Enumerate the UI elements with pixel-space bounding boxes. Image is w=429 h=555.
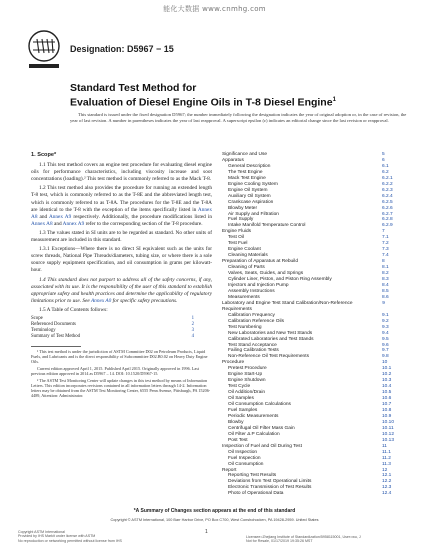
toc-row-name: Engine Oil System <box>228 187 268 193</box>
toc-row-name: Cleaning Materials <box>228 253 268 259</box>
toc-row-name: Engine Start-Up <box>228 372 263 378</box>
toc-row-name: Calibration Frequency <box>228 312 275 318</box>
toc-row-name: Reporting Test Results <box>228 473 277 479</box>
toc-row-num: 9.5 <box>382 336 389 342</box>
toc-row-num: 7.3 <box>382 247 389 253</box>
toc-row-num: 8.4 <box>382 282 389 288</box>
toc-row-num: 6.1 <box>382 163 389 169</box>
toc-row-num: 10.1 <box>382 366 392 372</box>
toc-row-num: 6.2 <box>382 169 389 175</box>
toc-row-num: 10.5 <box>382 390 392 396</box>
toc-row-name: Injectors and Injection Pump <box>228 282 289 288</box>
toc-row-num: 9.3 <box>382 324 389 330</box>
toc-row-num: 11.3 <box>382 461 391 467</box>
paragraph-1-3: 1.3 The values stated in SI units are to be regarded as standard. No other units of measurement are included in this standard. <box>31 229 212 244</box>
p5-text-b: for specific safety precautions. <box>111 297 178 304</box>
toc-row-name: Oil Inspection <box>228 449 258 455</box>
toc-row-num: 11 <box>382 443 387 449</box>
toc-row-num: 7 <box>382 229 385 235</box>
p5-text: 1.4 This standard does not purport to address all of the safety concerns, if any, associated with its use. It is the responsibility of the user of this standard to establish appropriate safety and health practices and determine the applicability of regulatory limitations prior to use. See <box>31 276 212 304</box>
footnote-1-edition: Current edition approved April 1, 2015. Published April 2015. Originally approved in 1996. Last previous edition approved in 2014 as D5967 – 14. DOI: 10.1520/D5967-15. <box>31 366 200 377</box>
toc-row-name: Oil Filter Δ P Calculation <box>228 431 280 437</box>
toc-row-num: 8.5 <box>382 288 389 294</box>
toc-row-num: 10.9 <box>382 413 392 419</box>
annex-a8-link[interactable]: Annex A8 <box>31 206 212 220</box>
toc-row-name: Test Fuel <box>228 241 248 247</box>
toc-row-name: Test Stand Acceptance <box>228 342 277 348</box>
toc-row-name: Periodic Measurements <box>228 413 279 419</box>
toc-row-num: 6.2.7 <box>382 211 393 217</box>
toc-small-row[interactable] <box>31 334 212 340</box>
toc-row-num: 9.7 <box>382 348 389 354</box>
annex-a9-link[interactable]: Annex A9 <box>48 213 72 220</box>
toc-row-name: Apparatus <box>222 157 244 163</box>
toc-row-num: 12.4 <box>382 491 392 497</box>
toc-row-name: Blowby <box>228 419 244 425</box>
title-footnote-ref: 1 <box>332 97 336 103</box>
toc-row-name: Air Supply and Filtration <box>228 211 279 217</box>
toc-row-num: 10.4 <box>382 384 392 390</box>
toc-small-name: Terminology <box>31 327 56 333</box>
copyright-line: Copyright © ASTM International, 100 Barr Harbor Drive, PO Box C700, West Conshohocken, PA 19428-2959. United States <box>110 518 319 522</box>
toc-row-num: 10.2 <box>382 372 392 378</box>
p2-text-c: and <box>52 220 63 227</box>
toc-row-name: Centrifugal Oil Filter Mass Gain <box>228 425 295 431</box>
toc-row-name: Test Cycle <box>228 384 251 390</box>
toc-row-num: 8 <box>382 259 385 265</box>
toc-row-num: 6 <box>382 157 385 163</box>
toc-row-num: 6.2.5 <box>382 199 393 205</box>
toc-row-name: Blowby Meter <box>228 205 258 211</box>
toc-row-num: 12.2 <box>382 479 392 485</box>
paragraph-1-1: 1.1 This test method covers an engine test procedure for evaluating diesel engine oils for performance characteristics, including viscosity increase and soot concentrations (loading).² This test method is commonly referred to as the Mack T-8. <box>31 162 212 183</box>
watermark-text: 能化大数据 www.cnmhg.com <box>163 5 266 13</box>
toc-row-name: Fuel Inspection <box>228 455 261 461</box>
toc-row-num: 9.2 <box>382 318 389 324</box>
toc-row-name: Calibrated Laboratories and Test Stands <box>228 336 314 342</box>
toc-row-name: Fuel Supply <box>228 217 254 223</box>
toc-row-name: Significance and Use <box>222 152 268 157</box>
toc-row-name: Measurements <box>228 294 260 300</box>
toc-row-name: Oil Addition/Drain <box>228 390 266 396</box>
paragraph-1-3-1: 1.3.1 Exceptions—Where there is no direct SI equivalent such as the units for screw threads, National Pipe Threads/diameters, tubing size, or where there is a sole source supply equipment specification, and oil consumption in grams per kilowatt-hour. <box>31 246 212 274</box>
footnote-divider <box>31 346 81 347</box>
toc-small <box>31 316 212 340</box>
designation: Designation: D5967 − 15 <box>70 44 174 54</box>
toc-row-name: Preparation of Apparatus at Rebuild <box>222 259 299 265</box>
toc-row-num: 8.6 <box>382 294 389 300</box>
toc-row-num: 10.11 <box>382 425 394 431</box>
toc-row-num: 10.6 <box>382 396 392 402</box>
toc-row-name: Engine Coolant <box>228 247 261 253</box>
page-number: 1 <box>205 529 208 535</box>
paragraph-1-5: 1.5 A Table of Contents follows: <box>39 306 108 313</box>
toc-row-num: 9 <box>382 300 385 306</box>
toc-row-name: Cleaning of Parts <box>228 265 265 271</box>
toc-row-num: 7.1 <box>382 235 389 241</box>
paragraph-1-2 <box>31 185 212 228</box>
toc-row-num: 9.4 <box>382 330 389 336</box>
toc-row-num: 7.4 <box>382 253 389 259</box>
toc-row-name: Report <box>222 467 237 473</box>
p2-text-a: 1.2 This test method also provides the procedure for running an extended length T-8 test, which is commonly referred to as the T-8E and the abbreviated length test, which is commonly referred to as T-8A. The procedures for the T-8E and the T-8A are identical to the T-8 with the exception of the items specifically listed in <box>31 185 212 213</box>
toc-row-name: The Test Engine <box>228 169 263 175</box>
toc-row-num: 12.3 <box>382 485 392 491</box>
toc-row-name: Photo of Operational Data <box>228 491 284 497</box>
toc-row-num: 7.2 <box>382 241 389 247</box>
toc-row-num: 10.8 <box>382 407 392 413</box>
toc-row-name: Laboratory and Engine Test Stand Calibration/Non-Reference Requirements <box>222 300 353 312</box>
p2-text-and: and <box>37 213 49 220</box>
toc-row-num: 6.2.3 <box>382 187 393 193</box>
toc-row-name: Oil Consumption <box>228 461 264 467</box>
summary-of-changes-note: *A Summary of Changes section appears at the end of this standard <box>133 508 296 514</box>
toc-row-name: Calibration Reference Oils <box>228 318 284 324</box>
toc-row-num: 6.2.1 <box>382 175 393 181</box>
footnote-1: ¹ This test method is under the jurisdiction of ASTM Committee D02 on Petroleum Products, Liquid Fuels, and Lubricants and is the direct responsibility of Subcommittee D02.B0.02 on Heavy Duty Engine Oils. <box>31 349 208 365</box>
toc-row-name: Electronic Transmission of Test Results <box>228 485 312 491</box>
toc-row[interactable] <box>222 301 408 313</box>
toc-row-num: 12 <box>382 467 388 473</box>
toc-row-name: Engine Cooling System <box>228 181 278 187</box>
toc-row-name: Post Test <box>228 437 248 443</box>
toc-row-name: Failing Calibration Tests <box>228 348 279 354</box>
paragraph-1-4 <box>31 277 212 305</box>
toc-small-num: 3 <box>191 327 194 333</box>
toc-row-name: Intake Manifold Temperature Control <box>228 223 306 229</box>
toc-row-name: Mack Test Engine <box>228 175 266 181</box>
toc-row-name: Test Numbering <box>228 324 262 330</box>
toc-row-num: 8.2 <box>382 271 389 277</box>
toc-row-num: 6.2.2 <box>382 181 393 187</box>
toc-row-name: Test Oil <box>228 235 244 241</box>
document-title <box>70 82 410 109</box>
toc-row-num: 10.7 <box>382 402 392 408</box>
license-note-right: Licensee=Zhejiang Institute of Standardization/5958115001, User=wu, J Not for Resale, 01/17/2019 19:35:26 MST <box>246 535 361 544</box>
toc-small-num: 2 <box>191 321 194 327</box>
toc-row-name: Procedure <box>222 360 245 366</box>
license-note-left: Copyright ASTM International Provided by IHS Markit under license with ASTM No reproduction or networking permitted without license from IHS <box>18 530 122 543</box>
toc-row[interactable] <box>222 491 408 497</box>
title-line-1: Standard Test Method for <box>70 82 197 94</box>
toc-row-num: 10.13 <box>382 437 395 443</box>
toc-row-num: 10.12 <box>382 431 395 437</box>
toc-row-num: 6.2.4 <box>382 193 393 199</box>
title-line-2 <box>70 94 410 109</box>
toc-row-name: Valves, Seats, Guides, and Springs <box>228 271 304 277</box>
left-column <box>31 152 212 400</box>
toc-row-num: 10.3 <box>382 378 392 384</box>
toc-row-name: Non-Reference Oil Test Requirements <box>228 354 309 360</box>
toc-row-num: 9.6 <box>382 342 389 348</box>
toc-row-num: 9.1 <box>382 312 389 318</box>
toc-row-num: 5 <box>382 152 385 157</box>
toc-row-name: Oil Consumption Calculations <box>228 402 291 408</box>
toc-small-name: Summary of Test Method <box>31 333 81 339</box>
toc-row-name: New Laboratories and New Test Stands <box>228 330 313 336</box>
toc-small-num: 4 <box>191 333 194 339</box>
toc-row-num: 6.2.6 <box>382 205 393 211</box>
footnote-2: ² The ASTM Test Monitoring Center will update changes in this test method by means of Information Letters. This edition incorporates revisions contained in all information letters through 14-2. Information letters may be obtained from the ASTM Test Monitoring Center, 6555 Penn Avenue, Pittsburgh, PA 15206-4489, Attention: Administrator. <box>31 378 211 399</box>
section-heading-scope: 1. Scope* <box>31 152 57 158</box>
toc-row-name: Assembly Instructions <box>228 288 275 294</box>
toc-small-name: Scope <box>31 315 43 321</box>
astm-logo-icon <box>27 30 61 74</box>
toc-row-name: Inspection of Fuel and Oil During Test <box>222 443 302 449</box>
toc-row-num: 10 <box>382 360 388 366</box>
toc-row-name: Oil Samples <box>228 396 254 402</box>
toc-row-name: Engine Shutdown <box>228 378 266 384</box>
standard-note: This standard is issued under the fixed designation D5967; the number immediately following the designation indicates the year of original adoption or, in the case of revision, the year of last revision. A number in parentheses indicates the year of last reapproval. A superscript epsilon (ε) indicates an editorial change since the last revision or reapproval. <box>70 112 407 123</box>
toc-row-num: 6.2.8 <box>382 217 393 223</box>
toc-row-name: Cylinder Liner, Piston, and Piston Ring Assembly <box>228 277 332 283</box>
annex-a9-link-2[interactable]: Annex A9 <box>62 220 85 227</box>
annex-a8-link-2[interactable]: Annex A8 <box>31 220 53 227</box>
toc-row-num: 8.3 <box>382 277 389 283</box>
toc-row-num: 11.1 <box>382 449 391 455</box>
toc-small-num: 1 <box>191 315 194 321</box>
title-main: Evaluation of Diesel Engine Oils in T-8 Diesel Engine <box>70 96 333 109</box>
toc-row-num: 12.1 <box>382 473 392 479</box>
toc-row-name: Deviations from Test Operational Limits <box>228 479 312 485</box>
p2-text-d: refer to the corresponding section of the T-8 procedure. <box>84 220 203 227</box>
toc-small-name: Referenced Documents <box>31 321 76 327</box>
toc-row-name: Engine Fluids <box>222 229 252 235</box>
toc-row-num: 9.8 <box>382 354 389 360</box>
toc-right <box>222 152 408 497</box>
toc-row-num: 11.2 <box>382 455 391 461</box>
toc-row-name: General Description <box>228 163 271 169</box>
toc-row-name: Fuel Samples <box>228 407 258 413</box>
annex-a0-link[interactable]: Annex A0 <box>90 297 112 304</box>
toc-row-name: Pretest Procedure <box>228 366 267 372</box>
toc-row-num: 8.1 <box>382 265 389 271</box>
toc-row-num: 10.10 <box>382 419 395 425</box>
toc-row-name: Auxiliary Oil System <box>228 193 271 199</box>
toc-row-name: Crankcase Aspiration <box>228 199 274 205</box>
toc-row-num: 6.2.9 <box>382 223 393 229</box>
p2-text-b: respectively. Additionally, the procedure modifications listed in <box>71 213 212 220</box>
